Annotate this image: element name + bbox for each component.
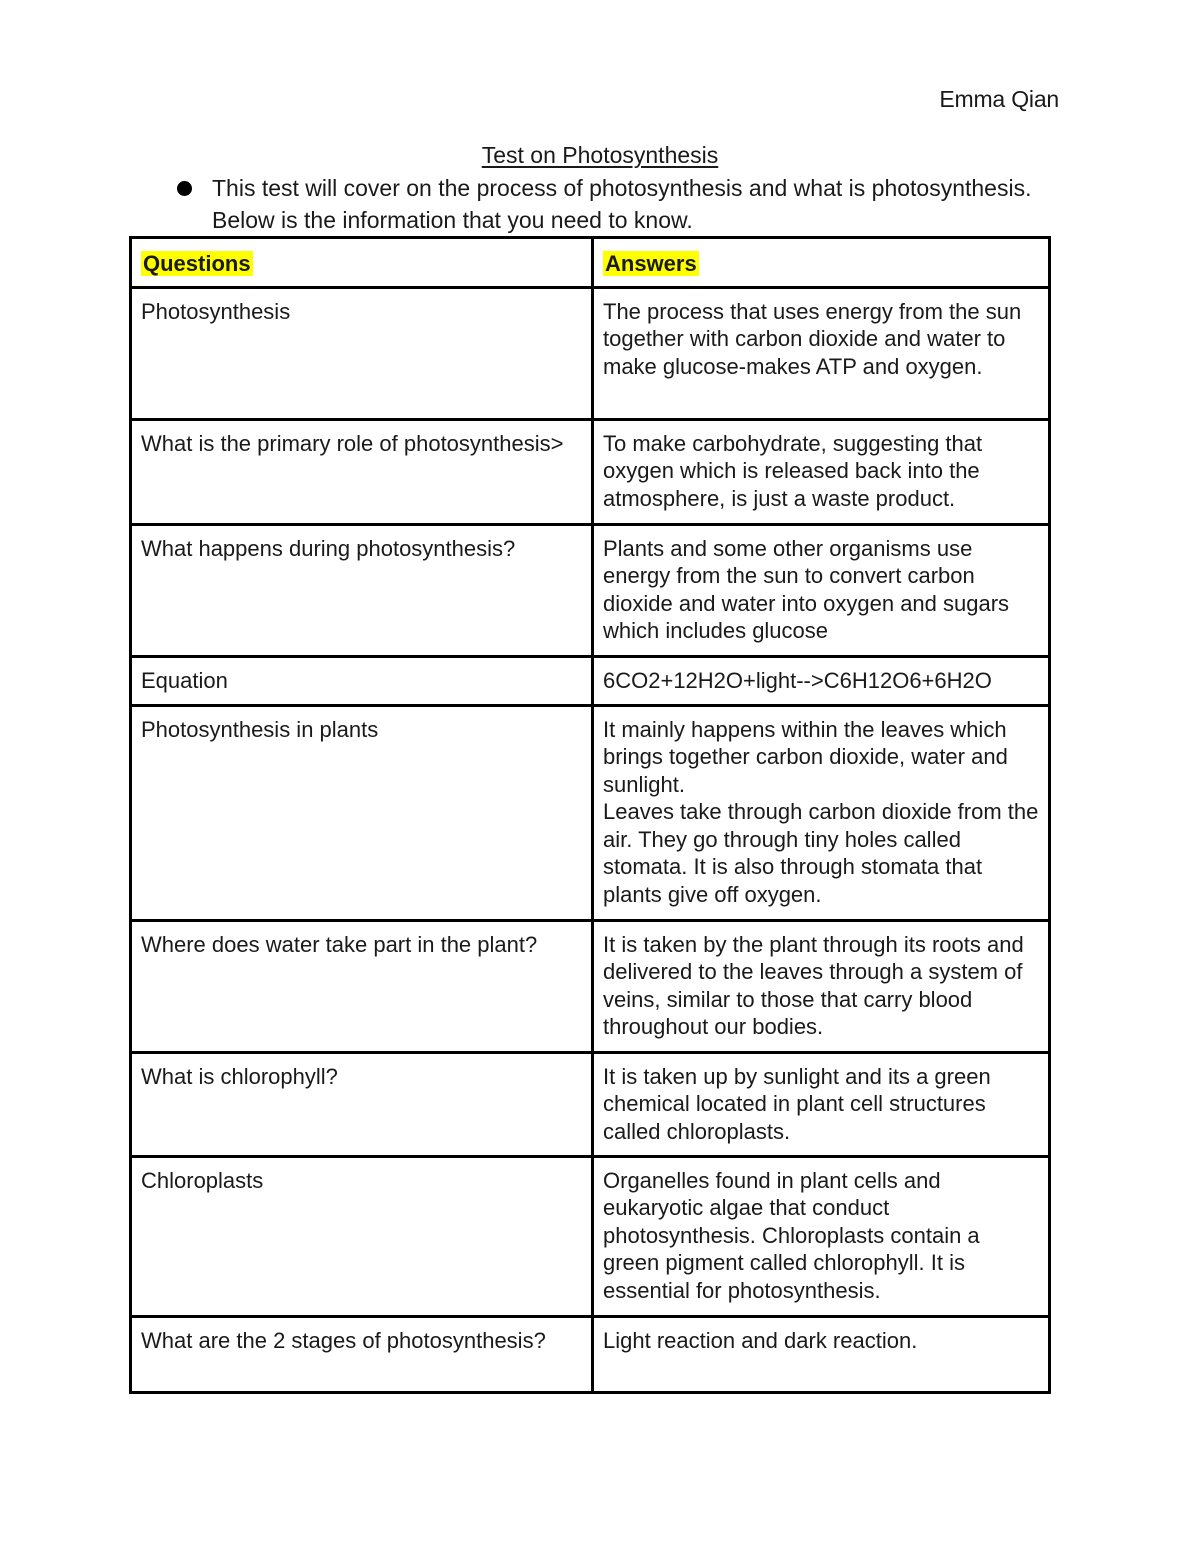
table-row xyxy=(131,1052,1050,1156)
table-header-row xyxy=(131,238,1050,288)
table-row xyxy=(131,656,1050,705)
question-cell: What happens during photosynthesis? xyxy=(131,524,593,656)
question-cell: Chloroplasts xyxy=(131,1156,593,1316)
document-title: Test on Photosynthesis xyxy=(481,142,719,168)
answer-cell: Organelles found in plant cells and eukaryotic algae that conduct photosynthesis. Chloroplasts contain a green pigment called chlorophyll. It is essential for photosynthesis. xyxy=(593,1156,1050,1316)
question-cell: What are the 2 stages of photosynthesis? xyxy=(131,1316,593,1392)
question-cell: What is the primary role of photosynthesis> xyxy=(131,419,593,524)
question-cell: Photosynthesis xyxy=(131,287,593,419)
answer-cell: Light reaction and dark reaction. xyxy=(593,1316,1050,1392)
question-cell: What is chlorophyll? xyxy=(131,1052,593,1156)
table-row xyxy=(131,1156,1050,1316)
answer-cell: It is taken by the plant through its roots and delivered to the leaves through a system of veins, similar to those that carry blood throughout our bodies. xyxy=(593,920,1050,1052)
intro-bullet xyxy=(177,172,1057,236)
answers-header-label: Answers xyxy=(605,251,697,276)
question-cell: Where does water take part in the plant? xyxy=(131,920,593,1052)
author-name: Emma Qian xyxy=(939,86,1059,112)
qa-table xyxy=(129,236,1051,1394)
answer-cell: Plants and some other organisms use energy from the sun to convert carbon dioxide and water into oxygen and sugars which includes glucose xyxy=(593,524,1050,656)
questions-header-label: Questions xyxy=(143,251,251,276)
answer-cell: It mainly happens within the leaves which brings together carbon dioxide, water and sunlight. Leaves take through carbon dioxide from the air. They go through tiny holes called stomata. It is also through stomata that plants give off oxygen. xyxy=(593,705,1050,920)
table-row xyxy=(131,920,1050,1052)
answer-cell: To make carbohydrate, suggesting that oxygen which is released back into the atmosphere, is just a waste product. xyxy=(593,419,1050,524)
table-row xyxy=(131,419,1050,524)
bullet-icon xyxy=(177,181,192,196)
question-cell: Photosynthesis in plants xyxy=(131,705,593,920)
answer-cell: It is taken up by sunlight and its a green chemical located in plant cell structures called chloroplasts. xyxy=(593,1052,1050,1156)
table-row xyxy=(131,1316,1050,1392)
questions-header xyxy=(131,238,593,288)
table-row xyxy=(131,705,1050,920)
answer-cell: 6CO2+12H2O+light-->C6H12O6+6H2O xyxy=(593,656,1050,705)
answers-header xyxy=(593,238,1050,288)
question-cell: Equation xyxy=(131,656,593,705)
answer-cell: The process that uses energy from the sun together with carbon dioxide and water to make glucose-makes ATP and oxygen. xyxy=(593,287,1050,419)
table-row xyxy=(131,287,1050,419)
table-row xyxy=(131,524,1050,656)
intro-text: This test will cover on the process of photosynthesis and what is photosynthesis. Below is the information that you need to know. xyxy=(212,175,1032,233)
